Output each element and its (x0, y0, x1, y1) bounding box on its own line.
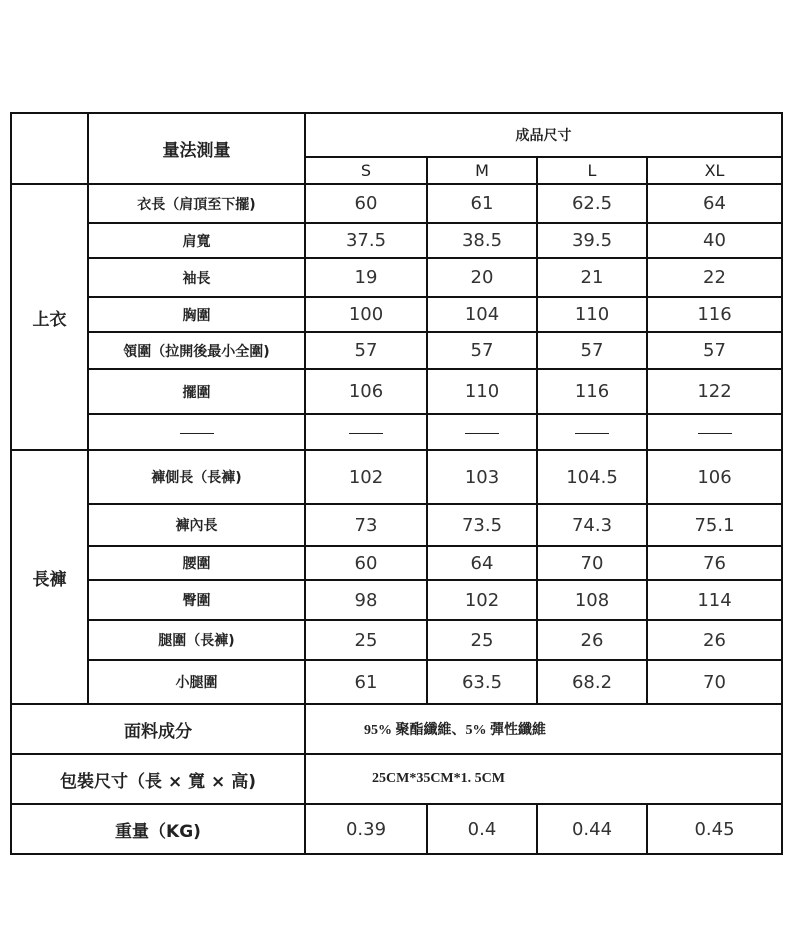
value-cell: 104 (427, 297, 537, 332)
package-row (11, 754, 782, 804)
value-cell: 116 (647, 297, 782, 332)
weight-label: 重量（KG) (11, 804, 305, 854)
weight-value: 0.45 (647, 804, 782, 854)
value-cell: 74.3 (537, 504, 647, 546)
material-label: 面料成分 (11, 704, 305, 754)
size-header-s: S (305, 157, 427, 184)
table-row (11, 660, 782, 704)
value-cell: 19 (305, 258, 427, 297)
value-cell: 20 (427, 258, 537, 297)
size-header-m: M (427, 157, 537, 184)
empty-dash-cell (305, 414, 427, 450)
group-label-pants: 長褲 (11, 450, 88, 704)
value-cell: 110 (537, 297, 647, 332)
weight-value: 0.4 (427, 804, 537, 854)
material-row (11, 704, 782, 754)
empty-dash-row (11, 414, 782, 450)
value-cell: 60 (305, 546, 427, 580)
value-cell: 70 (537, 546, 647, 580)
table-row (11, 369, 782, 414)
value-cell: 76 (647, 546, 782, 580)
measure-label: 衣長（肩頂至下擺) (88, 184, 305, 223)
value-cell: 116 (537, 369, 647, 414)
measure-label: 腿圍（長褲) (88, 620, 305, 660)
value-cell: 26 (647, 620, 782, 660)
measure-label: 臀圍 (88, 580, 305, 620)
table-row (11, 504, 782, 546)
package-size-value: 25CM*35CM*1. 5CM (305, 754, 782, 804)
value-cell: 25 (305, 620, 427, 660)
value-cell: 60 (305, 184, 427, 223)
measure-label: 擺圍 (88, 369, 305, 414)
table-row (11, 258, 782, 297)
value-cell: 110 (427, 369, 537, 414)
value-cell: 73 (305, 504, 427, 546)
empty-dash-cell (537, 414, 647, 450)
product-size-header: 成品尺寸 (305, 113, 782, 157)
value-cell: 63.5 (427, 660, 537, 704)
table-row (11, 297, 782, 332)
table-row (11, 580, 782, 620)
value-cell: 61 (427, 184, 537, 223)
measure-label: 小腿圍 (88, 660, 305, 704)
empty-dash-cell (427, 414, 537, 450)
value-cell: 21 (537, 258, 647, 297)
value-cell: 100 (305, 297, 427, 332)
measure-header: 量法測量 (88, 113, 305, 184)
value-cell: 68.2 (537, 660, 647, 704)
value-cell: 62.5 (537, 184, 647, 223)
table-row (11, 450, 782, 504)
value-cell: 106 (647, 450, 782, 504)
table-row (11, 332, 782, 369)
value-cell: 104.5 (537, 450, 647, 504)
measure-label: 袖長 (88, 258, 305, 297)
dash-line (180, 433, 214, 434)
size-header-xl: XL (647, 157, 782, 184)
size-header-l: L (537, 157, 647, 184)
value-cell: 102 (427, 580, 537, 620)
value-cell: 57 (427, 332, 537, 369)
dash-line (698, 433, 732, 434)
value-cell: 106 (305, 369, 427, 414)
measure-label: 褲內長 (88, 504, 305, 546)
value-cell: 57 (537, 332, 647, 369)
value-cell: 64 (427, 546, 537, 580)
weight-value: 0.39 (305, 804, 427, 854)
value-cell: 57 (647, 332, 782, 369)
table-row (11, 620, 782, 660)
table-row (11, 223, 782, 258)
weight-row (11, 804, 782, 854)
value-cell: 73.5 (427, 504, 537, 546)
value-cell: 114 (647, 580, 782, 620)
value-cell: 108 (537, 580, 647, 620)
material-value: 95% 聚酯纖維、5% 彈性纖維 (305, 704, 782, 754)
measure-label: 胸圍 (88, 297, 305, 332)
value-cell: 103 (427, 450, 537, 504)
value-cell: 40 (647, 223, 782, 258)
value-cell: 26 (537, 620, 647, 660)
dash-line (465, 433, 499, 434)
table-row (11, 546, 782, 580)
value-cell: 64 (647, 184, 782, 223)
value-cell: 39.5 (537, 223, 647, 258)
value-cell: 122 (647, 369, 782, 414)
table-row (11, 184, 782, 223)
weight-value: 0.44 (537, 804, 647, 854)
group-label-top: 上衣 (11, 184, 88, 450)
value-cell: 38.5 (427, 223, 537, 258)
value-cell: 37.5 (305, 223, 427, 258)
value-cell: 70 (647, 660, 782, 704)
empty-dash-cell (647, 414, 782, 450)
measure-label: 領圍（拉開後最小全圍) (88, 332, 305, 369)
value-cell: 57 (305, 332, 427, 369)
size-chart-table (10, 112, 783, 855)
header-corner-cell (11, 113, 88, 184)
measure-label: 腰圍 (88, 546, 305, 580)
dash-line (575, 433, 609, 434)
value-cell: 75.1 (647, 504, 782, 546)
empty-dash-cell (88, 414, 305, 450)
value-cell: 61 (305, 660, 427, 704)
value-cell: 22 (647, 258, 782, 297)
value-cell: 102 (305, 450, 427, 504)
package-size-label: 包裝尺寸（長 × 寬 × 高) (11, 754, 305, 804)
dash-line (349, 433, 383, 434)
value-cell: 25 (427, 620, 537, 660)
value-cell: 98 (305, 580, 427, 620)
measure-label: 褲側長（長褲) (88, 450, 305, 504)
measure-label: 肩寬 (88, 223, 305, 258)
